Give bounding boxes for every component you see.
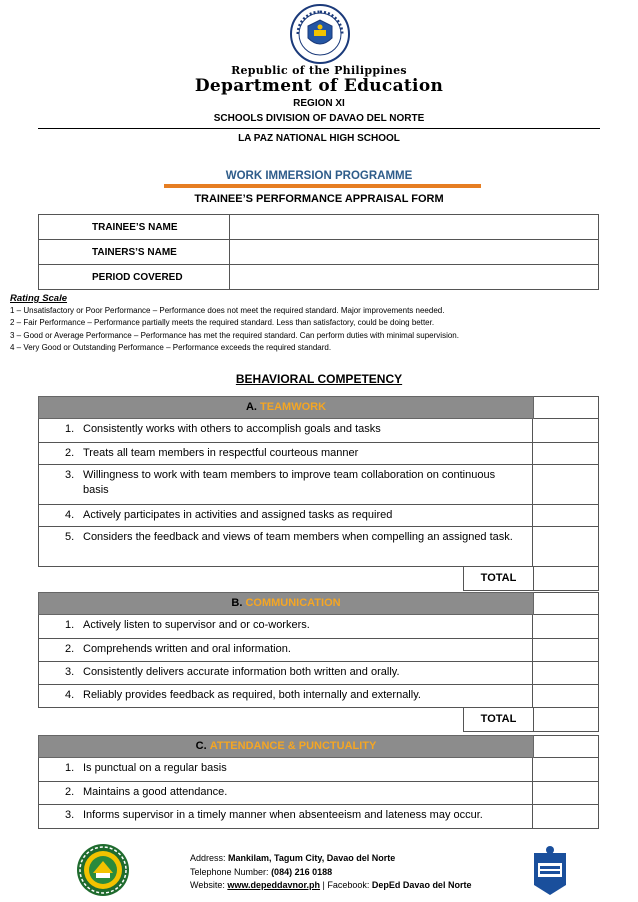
trainee-name-field[interactable] [230, 215, 599, 240]
item-text: Actively listen to supervisor and or co-workers. [83, 619, 310, 631]
period-covered-field[interactable] [230, 265, 599, 290]
item-text: Consistently works with others to accomplish goals and tasks [83, 423, 381, 435]
behavioral-competency-title: BEHAVIORAL COMPETENCY [235, 372, 403, 386]
item-text: Treats all team members in respectful courteous manner [83, 447, 359, 459]
rating-item: 2 – Fair Performance – Performance partially meets the required standard. Less than satisfactory, could be doing better. [10, 318, 435, 328]
item-number: 2. [65, 786, 75, 798]
info-label: TRAINEE’S NAME [39, 215, 230, 240]
item-text: Reliably provides feedback as required, both internally and externally. [83, 689, 421, 701]
item-number: 2. [65, 643, 75, 655]
section-name: COMMUNICATION [245, 597, 341, 609]
table-row [38, 615, 599, 639]
section-attendance [38, 735, 599, 829]
table-row [38, 782, 599, 805]
item-number: 1. [65, 762, 75, 774]
table-row [38, 662, 599, 685]
item-number: 4. [65, 689, 75, 701]
score-cell[interactable] [533, 615, 598, 638]
trainee-info-table [38, 214, 599, 290]
info-row [39, 215, 599, 240]
section-letter: A. [245, 401, 257, 413]
section-name: ATTENDANCE & PUNCTUALITY [209, 740, 377, 752]
score-cell[interactable] [533, 505, 598, 526]
item-text: Willingness to work with team members to improve team collaboration on continuous basis [83, 469, 496, 496]
item-number: 1. [65, 423, 75, 435]
item-text: Actively participates in activities and assigned tasks as required [83, 509, 393, 521]
section-letter: B. [231, 597, 243, 609]
total-label: TOTAL [463, 567, 534, 591]
score-cell[interactable] [533, 639, 598, 661]
address-value: Mankilam, Tagum City, Davao del Norte [228, 853, 396, 863]
section-header [38, 735, 599, 758]
total-label: TOTAL [463, 708, 534, 732]
school-name: LA PAZ NATIONAL HIGH SCHOOL [238, 133, 400, 144]
item-text: Consistently delivers accurate information both written and orally. [83, 666, 400, 678]
item-number: 1. [65, 619, 75, 631]
facebook-label: | Facebook: [320, 880, 372, 890]
address-label: Address: [190, 853, 229, 863]
info-label: TAINERS’S NAME [39, 240, 230, 265]
table-row [38, 758, 599, 782]
total-row [38, 567, 599, 591]
rating-item: 1 – Unsatisfactory or Poor Performance – Performance does not meet the required standard. Major improvements needed. [10, 306, 445, 316]
section-score-cell[interactable] [534, 592, 599, 615]
rating-scale-title: Rating Scale [10, 293, 68, 304]
rating-item: 3 – Good or Average Performance – Performance has met the required standard. Can perform duties with minimal supervision. [10, 330, 459, 340]
score-cell[interactable] [533, 782, 598, 804]
section-score-cell[interactable] [534, 735, 599, 758]
item-number: 5. [65, 531, 75, 543]
info-row [39, 240, 599, 265]
footer-contact [190, 852, 471, 893]
item-text: Informs supervisor in a timely manner when absenteeism and lateness may occur. [83, 809, 483, 821]
score-cell[interactable] [533, 685, 598, 707]
facebook-value: DepEd Davao del Norte [371, 880, 472, 890]
item-text: Maintains a good attendance. [83, 786, 228, 798]
section-letter: C. [195, 740, 207, 752]
info-label: PERIOD COVERED [39, 265, 230, 290]
total-row [38, 708, 599, 732]
score-cell[interactable] [533, 527, 598, 566]
rating-item: 4 – Very Good or Outstanding Performance – Performance exceeds the required standard. [10, 342, 332, 352]
table-row [38, 685, 599, 708]
info-row [39, 265, 599, 290]
item-number: 4. [65, 509, 75, 521]
item-number: 3. [65, 666, 75, 678]
table-row [38, 443, 599, 465]
orange-underline [164, 184, 481, 188]
section-header [38, 592, 599, 615]
total-score-cell[interactable] [534, 708, 599, 732]
item-text: Is punctual on a regular basis [83, 762, 227, 774]
table-row [38, 527, 599, 567]
phone-value: (084) 216 0188 [271, 866, 333, 877]
item-number: 2. [65, 447, 75, 459]
score-cell[interactable] [533, 758, 598, 781]
table-row [38, 505, 599, 527]
table-row [38, 805, 599, 829]
section-teamwork [38, 396, 599, 591]
republic-title: Republic of the Philippines [231, 64, 407, 77]
division-title: SCHOOLS DIVISION OF DAVAO DEL NORTE [213, 113, 425, 124]
form-title: TRAINEE’S PERFORMANCE APPRAISAL FORM [194, 193, 444, 205]
total-score-cell[interactable] [534, 567, 599, 591]
website-label: Website: [190, 880, 228, 890]
score-cell[interactable] [533, 465, 598, 504]
region-title: REGION XI [293, 98, 345, 109]
phone-label: Telephone Number: [190, 866, 272, 877]
score-cell[interactable] [533, 662, 598, 684]
rating-scale [10, 293, 459, 354]
division-davao-del-norte-seal-icon [76, 843, 130, 897]
score-cell[interactable] [533, 419, 598, 442]
item-text: Considers the feedback and views of team members when compelling an assigned task. [83, 531, 513, 543]
department-title: Department of Education [194, 76, 444, 96]
tuv-sud-certification-icon [530, 845, 570, 897]
website-link[interactable]: www.depeddavnor.ph [227, 880, 321, 890]
trainer-name-field[interactable] [230, 240, 599, 265]
section-name: TEAMWORK [260, 401, 327, 413]
table-row [38, 639, 599, 662]
item-text: Comprehends written and oral information. [83, 643, 291, 655]
program-title: WORK IMMERSION PROGRAMME [225, 170, 413, 182]
deped-seal-icon [290, 4, 350, 64]
section-communication [38, 592, 599, 732]
header-divider [38, 128, 600, 129]
table-row [38, 419, 599, 443]
item-number: 3. [65, 809, 75, 821]
section-score-cell[interactable] [534, 396, 599, 419]
score-cell[interactable] [533, 443, 598, 464]
section-header [38, 396, 599, 419]
score-cell[interactable] [533, 805, 598, 828]
table-row [38, 465, 599, 505]
item-number: 3. [65, 469, 75, 481]
